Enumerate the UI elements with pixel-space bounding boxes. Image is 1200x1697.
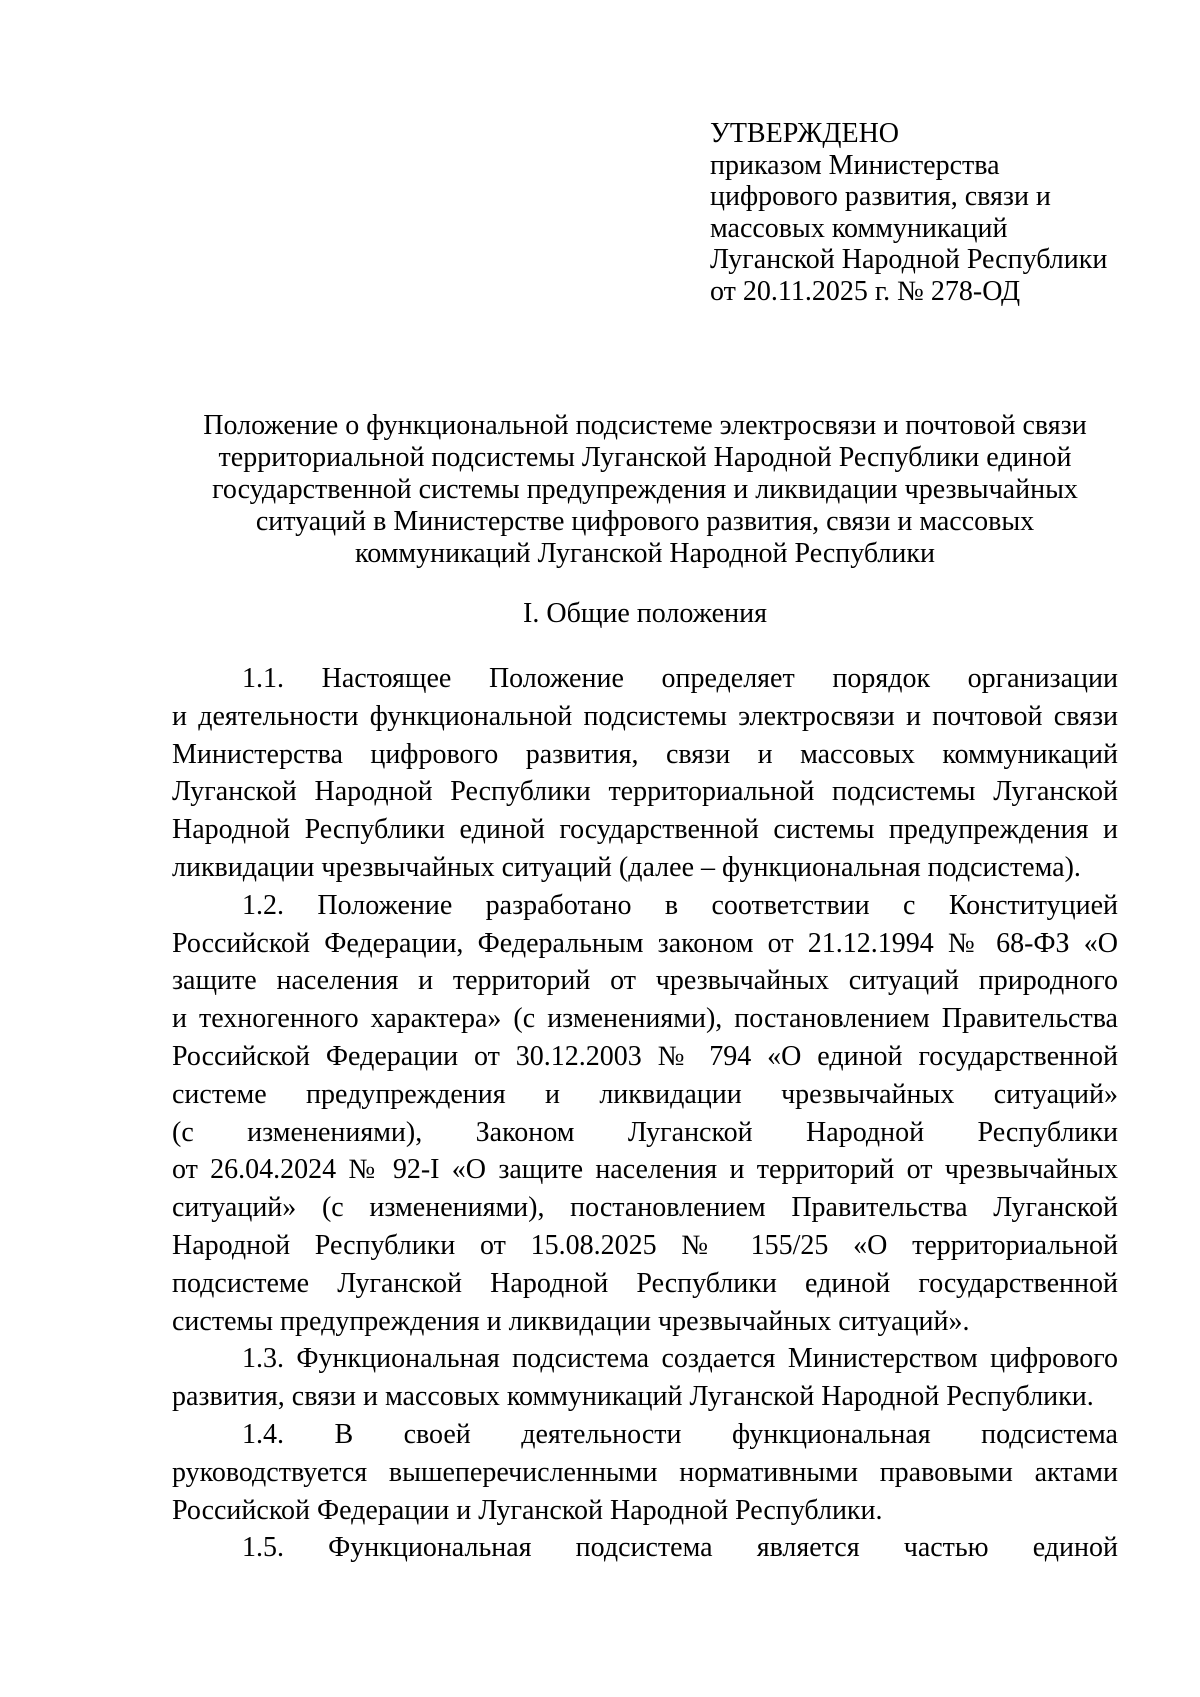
paragraph-1-2-line: (с изменениями), Законом Луганской Народной Республики [172, 1116, 1118, 1148]
title-line: государственной системы предупреждения и ликвидации чрезвычайных [212, 474, 1078, 505]
paragraph-1-4-line: 1.4. В своей деятельности функциональная подсистема [242, 1418, 1118, 1450]
title-line: территориальной подсистемы Луганской Народной Республики единой [218, 442, 1072, 473]
paragraph-1-1-line: Луганской Народной Республики территориальной подсистемы Луганской [172, 776, 1118, 808]
approval-line: Луганской Народной Республики [710, 244, 1108, 275]
paragraph-1-3-line: 1.3. Функциональная подсистема создается Министерством цифрового [242, 1343, 1118, 1375]
approval-line: от 20.11.2025 г. № 278-ОД [710, 275, 1021, 307]
paragraph-1-2-line: 1.2. Положение разработано в соответствии с Конституцией [242, 889, 1118, 921]
title-line: ситуаций в Министерстве цифрового развития, связи и массовых [255, 506, 1035, 537]
approval-line: УТВЕРЖДЕНО [710, 118, 900, 149]
section-heading: I. Общие положения [523, 598, 767, 629]
paragraph-1-2-line: ситуаций» (с изменениями), постановлением Правительства Луганской [172, 1192, 1118, 1224]
paragraph-1-1-line: 1.1. Настоящее Положение определяет порядок организации [242, 663, 1118, 694]
paragraph-1-1-line: Народной Республики единой государственной системы предупреждения и [172, 814, 1118, 846]
approval-line: массовых коммуникаций [710, 212, 1008, 244]
paragraph-1-2-line: Российской Федерации от 30.12.2003 № 794 «О единой государственной [172, 1040, 1118, 1072]
approval-line: цифрового развития, связи и [710, 181, 1051, 212]
paragraph-1-2-line: Народной Республики от 15.08.2025 № 155/25 «О территориальной [172, 1229, 1118, 1261]
paragraph-1-1-line: Министерства цифрового развития, связи и массовых коммуникаций [172, 738, 1118, 770]
approval-block [710, 118, 1150, 307]
paragraph-1-1-line: ликвидации чрезвычайных ситуаций (далее – функциональная подсистема). [172, 851, 1081, 883]
paragraph-1-2-line: и техногенного характера» (с изменениями), постановлением Правительства [172, 1003, 1118, 1035]
body-text [172, 660, 1118, 1567]
paragraph-1-3-line: развития, связи и массовых коммуникаций Луганской Народной Республики. [172, 1381, 1094, 1413]
paragraph-1-2-line: от 26.04.2024 № 92-I «О защите населения и территорий от чрезвычайных [172, 1154, 1118, 1186]
paragraph-1-2-line: подсистеме Луганской Народной Республики единой государственной [172, 1267, 1118, 1299]
paragraph-1-1-line: и деятельности функциональной подсистемы электросвязи и почтовой связи [172, 700, 1118, 732]
paragraph-1-2-line: системе предупреждения и ликвидации чрезвычайных ситуаций» [172, 1078, 1118, 1110]
paragraph-1-2-line: защите населения и территорий от чрезвычайных ситуаций природного [172, 965, 1118, 997]
paragraph-1-2-line: Российской Федерации, Федеральным законом от 21.12.1994 № 68-ФЗ «О [172, 927, 1118, 959]
approval-line: приказом Министерства [710, 149, 1000, 181]
document-title [172, 410, 1118, 570]
title-line: коммуникаций Луганской Народной Республики [355, 538, 935, 569]
paragraph-1-2-line: системы предупреждения и ликвидации чрезвычайных ситуаций». [172, 1305, 970, 1337]
paragraph-1-4-line: Российской Федерации и Луганской Народной Республики. [172, 1494, 883, 1526]
title-line: Положение о функциональной подсистеме электросвязи и почтовой связи [203, 410, 1087, 441]
paragraph-1-4-line: руководствуется вышеперечисленными нормативными правовыми актами [172, 1456, 1118, 1488]
paragraph-1-5-line: 1.5. Функциональная подсистема является частью единой [242, 1532, 1118, 1564]
